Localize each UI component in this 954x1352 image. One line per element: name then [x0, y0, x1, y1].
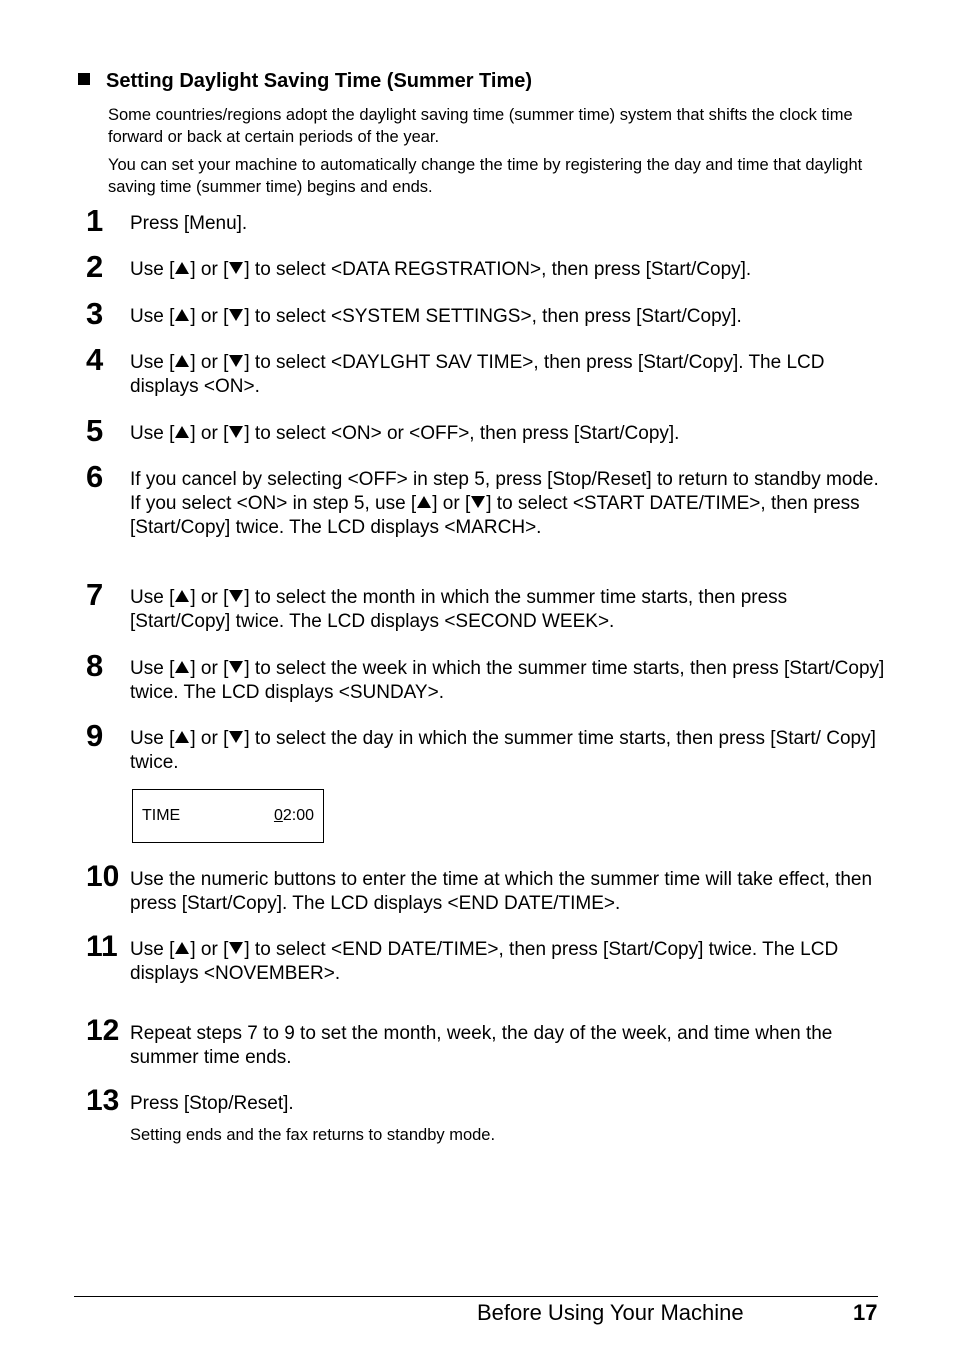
step-number: 9	[86, 718, 104, 753]
section-heading	[78, 70, 532, 93]
down-arrow-icon	[471, 496, 485, 508]
step-9	[86, 718, 886, 775]
lcd-label: TIME	[142, 807, 181, 824]
step-13	[86, 1084, 886, 1146]
step-number: 7	[86, 577, 104, 612]
step-8	[86, 648, 886, 705]
lcd-display	[132, 789, 324, 843]
step-10	[86, 860, 886, 916]
step-number: 4	[86, 342, 104, 377]
intro-paragraph-2: You can set your machine to automatically change the time by registering the day and time that daylight saving time (summer time) begins and ends.	[108, 156, 863, 196]
step-text: Use [ ] or [ ] to select <ON> or <OFF>, then press [Start/Copy].	[130, 423, 680, 444]
step-text: Use [ ] or [ ] to select <SYSTEM SETTINGS>, then press [Start/Copy].	[130, 306, 742, 327]
step-text: Use the numeric buttons to enter the time at which the summer time will take effect, then press [Start/Copy]. The LCD displays <END DATE/TIME>.	[130, 869, 873, 914]
step-number: 10	[86, 860, 120, 893]
footer-rule	[74, 1296, 878, 1297]
step-7	[86, 577, 886, 634]
step-number: 5	[86, 413, 104, 448]
step-3	[86, 296, 886, 331]
step-number: 11	[86, 930, 118, 963]
step-text: Repeat steps 7 to 9 to set the month, week, the day of the week, and time when the summer time ends.	[130, 1023, 833, 1068]
down-arrow-icon	[229, 942, 243, 954]
up-arrow-icon	[175, 309, 189, 321]
step-text: Press [Menu].	[130, 213, 248, 234]
step-11	[86, 930, 886, 986]
down-arrow-icon	[229, 590, 243, 602]
down-arrow-icon	[229, 731, 243, 743]
up-arrow-icon	[175, 355, 189, 367]
down-arrow-icon	[229, 355, 243, 367]
down-arrow-icon	[229, 262, 243, 274]
step-1	[86, 203, 886, 238]
step-number: 8	[86, 648, 104, 683]
step-text: Use [ ] or [ ] to select the week in which the summer time starts, then press [Start/Copy] twice. The LCD displays <SUNDAY>.	[130, 658, 885, 703]
step-note: Setting ends and the fax returns to standby mode.	[130, 1126, 496, 1144]
step-text: Use [ ] or [ ] to select the month in which the summer time starts, then press [Start/Copy] twice. The LCD displays <SECOND WEEK>.	[130, 587, 788, 632]
step-number: 6	[86, 459, 104, 494]
step-number: 2	[86, 249, 104, 284]
step-text-line1: If you cancel by selecting <OFF> in step 5, press [Stop/Reset] to return to standby mode.	[130, 469, 879, 490]
up-arrow-icon	[175, 731, 189, 743]
step-12	[86, 1014, 886, 1070]
square-bullet-icon	[78, 73, 90, 85]
step-4	[86, 342, 886, 399]
intro-paragraph-1: Some countries/regions adopt the daylight saving time (summer time) system that shifts the clock time forward or back at certain periods of the year.	[108, 106, 853, 146]
step-number: 3	[86, 296, 104, 331]
step-text: Use [ ] or [ ] to select <DAYLGHT SAV TIME>, then press [Start/Copy]. The LCD displays <ON>.	[130, 352, 825, 397]
page-number: 17	[853, 1300, 878, 1325]
down-arrow-icon	[229, 309, 243, 321]
heading-text: Setting Daylight Saving Time (Summer Time)	[106, 70, 533, 92]
up-arrow-icon	[175, 942, 189, 954]
step-number: 13	[86, 1084, 120, 1117]
down-arrow-icon	[229, 661, 243, 673]
up-arrow-icon	[175, 661, 189, 673]
footer-title: Before Using Your Machine	[477, 1300, 744, 1325]
step-text: Use [ ] or [ ] to select the day in which the summer time starts, then press [Start/ Copy] twice.	[130, 728, 876, 773]
step-6	[86, 459, 886, 540]
lcd-value: 02:00	[273, 807, 314, 824]
step-text: Press [Stop/Reset].	[130, 1093, 294, 1114]
step-text-line2: If you select <ON> in step 5, use [ ] or [ ] to select <START DATE/TIME>, then press [Start/Copy] twice. The LCD displays <MARCH>.	[130, 493, 860, 538]
step-number: 12	[86, 1014, 120, 1047]
up-arrow-icon	[175, 590, 189, 602]
step-number: 1	[86, 203, 104, 238]
step-2	[86, 249, 886, 284]
step-text: Use [ ] or [ ] to select <END DATE/TIME>, then press [Start/Copy] twice. The LCD displays <NOVEMBER>.	[130, 939, 839, 984]
up-arrow-icon	[175, 262, 189, 274]
up-arrow-icon	[417, 496, 431, 508]
up-arrow-icon	[175, 426, 189, 438]
step-text: Use [ ] or [ ] to select <DATA REGSTRATION>, then press [Start/Copy].	[130, 259, 752, 280]
down-arrow-icon	[229, 426, 243, 438]
step-5	[86, 413, 886, 448]
